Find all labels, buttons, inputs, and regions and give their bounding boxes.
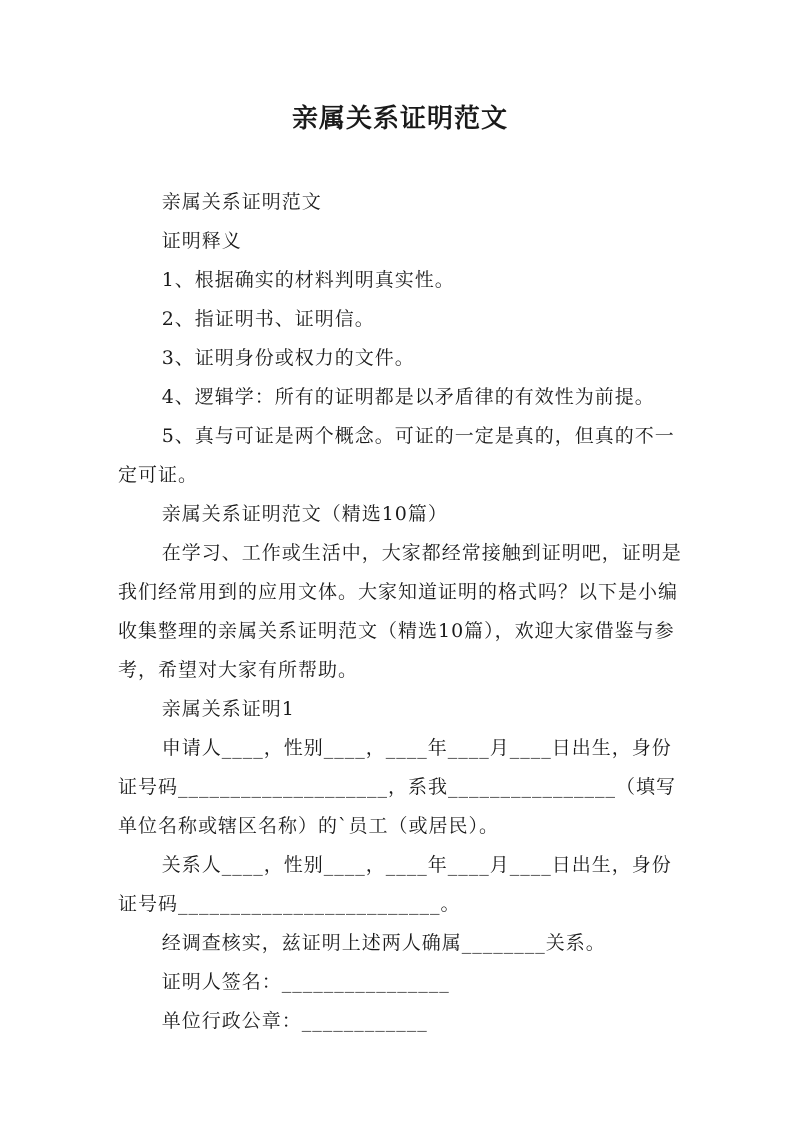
paragraph-definition-1: 1、根据确实的材料判明真实性。 [161,269,455,291]
paragraph-intro: 在学习、工作或生活中，大家都经常接触到证明吧，证明是我们经常用到的应用文体。大家知道证明的格式吗？以下是小编收集整理的亲属关系证明范文（精选10篇），欢迎大家借鉴与参考，希望对大家有所帮助。 [118,542,682,681]
paragraph-verification: 经调查核实，兹证明上述两人确属________关系。 [161,932,606,954]
paragraph-heading-repeat: 亲属关系证明范文 [161,191,322,213]
paragraph-definition-5: 5、真与可证是两个概念。可证的一定是真的，但真的不一定可证。 [118,425,675,486]
paragraph-applicant: 申请人____，性别____，____年____月____日出生，身份证号码____________________，系我________________（填写单位名称或辖区名称）的`员工（或居民）。 [118,737,677,837]
paragraph-official-seal: 单位行政公章：____________ [161,1010,428,1032]
paragraph-definition-2: 2、指证明书、证明信。 [161,308,375,330]
paragraph-definition-4: 4、逻辑学：所有的证明都是以矛盾律的有效性为前提。 [161,386,655,408]
paragraph-definition-heading: 证明释义 [161,230,242,252]
paragraph-definition-3: 3、证明身份或权力的文件。 [161,347,415,369]
document-body [118,183,683,1041]
paragraph-collection-heading: 亲属关系证明范文（精选10篇） [161,503,448,525]
paragraph-relative: 关系人____，性别____，____年____月____日出生，身份证号码_________________________。 [118,854,672,915]
document-title: 亲属关系证明范文 [291,104,508,134]
paragraph-signature: 证明人签名：________________ [161,971,450,993]
paragraph-sample-heading: 亲属关系证明1 [161,698,295,720]
